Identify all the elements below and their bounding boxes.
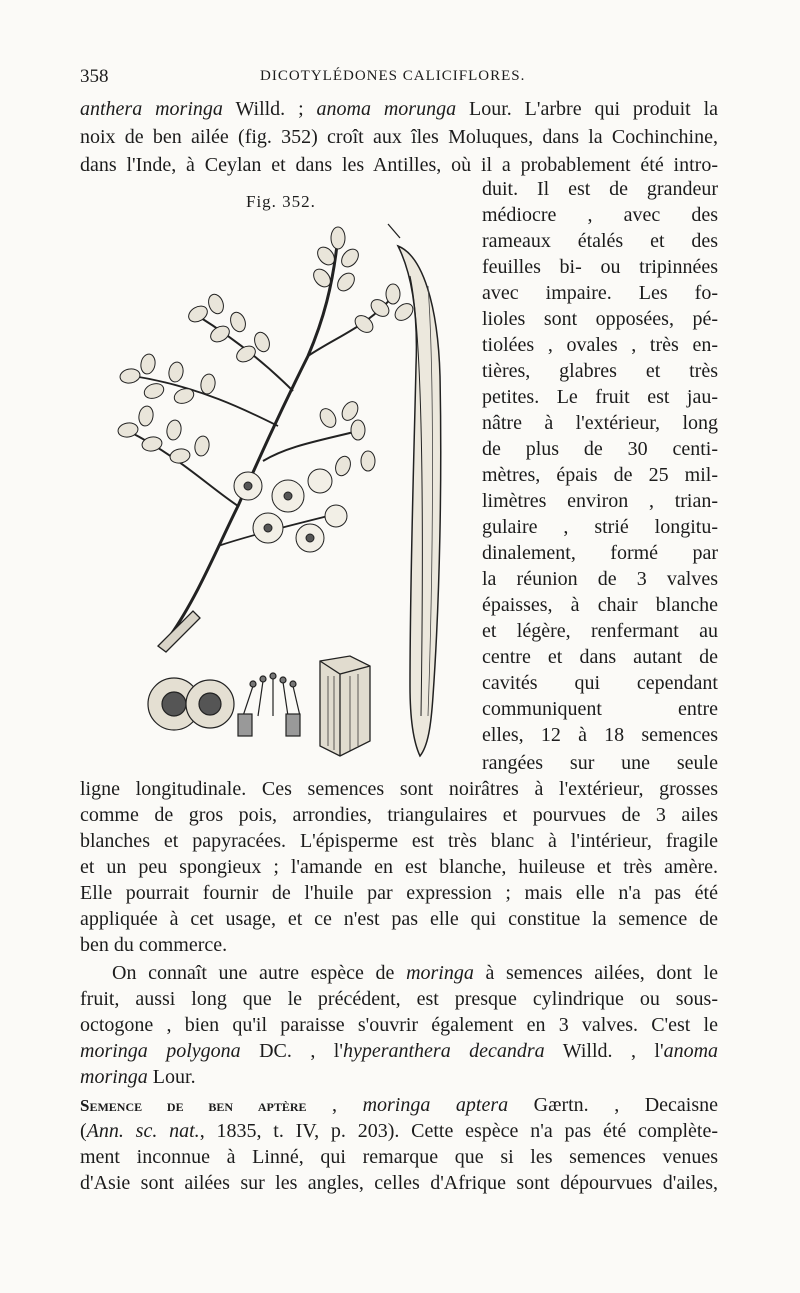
- text-line: communiquent entre: [482, 698, 718, 720]
- text-line: et légère, renfermant au: [482, 620, 718, 642]
- text-line: On connaît une autre espèce de moringa à semences ailées, dont le: [112, 962, 718, 984]
- text-line: octogone , bien qu'il paraisse s'ouvrir également en 3 valves. C'est le: [80, 1014, 718, 1036]
- text-line: ben du commerce.: [80, 934, 228, 956]
- text-line: feuilles bi- ou tripinnées: [482, 256, 718, 278]
- text-line: lioles sont opposées, pé-: [482, 308, 718, 330]
- text-line: tiolées , ovales , très en-: [482, 334, 718, 356]
- text-line: Semence de ben aptère , moringa aptera Gærtn. , Decaisne: [80, 1094, 719, 1116]
- text-line: elles, 12 à 18 semences: [482, 724, 718, 746]
- text-line: (Ann. sc. nat., 1835, t. IV, p. 203). Cette espèce n'a pas été complète-: [80, 1120, 718, 1142]
- text-line: anthera moringa Willd. ; anoma morunga Lour. L'arbre qui produit la: [80, 98, 719, 120]
- text-line: moringa polygona DC. , l'hyperanthera decandra Willd. , l'anoma: [80, 1040, 719, 1062]
- text-line: moringa Lour.: [80, 1066, 196, 1088]
- text-line: Elle pourrait fournir de l'huile par expression ; mais elle n'a pas été: [80, 882, 718, 904]
- text-line: limètres environ , trian-: [482, 490, 718, 512]
- text-line: rangées sur une seule: [482, 752, 718, 774]
- text-line: de plus de 30 centi-: [482, 438, 718, 460]
- text-line: tières, glabres et très: [482, 360, 718, 382]
- text-line: cavités qui cependant: [482, 672, 718, 694]
- text-line: médiocre , avec des: [482, 204, 718, 226]
- text-line: appliquée à cet usage, et ce n'est pas elle qui constitue la semence de: [80, 908, 718, 930]
- moringa-illustration: [88, 216, 474, 761]
- text-line: dinalement, formé par: [482, 542, 718, 564]
- text-line: fruit, aussi long que le précédent, est presque cylindrique ou sous-: [80, 988, 718, 1010]
- text-line: comme de gros pois, arrondies, triangulaires et pourvues de 3 ailes: [80, 804, 718, 826]
- text-line: rameaux étalés et des: [482, 230, 718, 252]
- text-line: gulaire , strié longitu-: [482, 516, 718, 538]
- page-number: 358: [80, 66, 109, 87]
- text-line: la réunion de 3 valves: [482, 568, 718, 590]
- running-title: DICOTYLÉDONES CALICIFLORES.: [260, 68, 526, 84]
- text-line: épaisses, à chair blanche: [482, 594, 718, 616]
- text-line: et un peu spongieux ; l'amande en est blanche, huileuse et très amère.: [80, 856, 718, 878]
- text-line: ment inconnue à Linné, qui remarque que si les semences venues: [80, 1146, 718, 1168]
- text-line: nâtre à l'extérieur, long: [482, 412, 718, 434]
- text-line: noix de ben ailée (fig. 352) croît aux îles Moluques, dans la Cochinchine,: [80, 126, 718, 148]
- text-line: mètres, épais de 25 mil-: [482, 464, 718, 486]
- text-line: centre et dans autant de: [482, 646, 718, 668]
- text-line: duit. Il est de grandeur: [482, 178, 718, 200]
- page-header: [80, 66, 720, 90]
- text-line: avec impaire. Les fo-: [482, 282, 718, 304]
- text-line: dans l'Inde, à Ceylan et dans les Antilles, où il a probablement été intro-: [80, 154, 718, 176]
- text-line: d'Asie sont ailées sur les angles, celles d'Afrique sont dépourvues d'ailes,: [80, 1172, 718, 1194]
- figure-caption: Fig. 352.: [246, 192, 316, 211]
- text-line: petites. Le fruit est jau-: [482, 386, 718, 408]
- text-line: blanches et papyracées. L'épisperme est très blanc à l'intérieur, fragile: [80, 830, 718, 852]
- figure-352: [88, 186, 474, 766]
- text-line: ligne longitudinale. Ces semences sont noirâtres à l'extérieur, grosses: [80, 778, 718, 800]
